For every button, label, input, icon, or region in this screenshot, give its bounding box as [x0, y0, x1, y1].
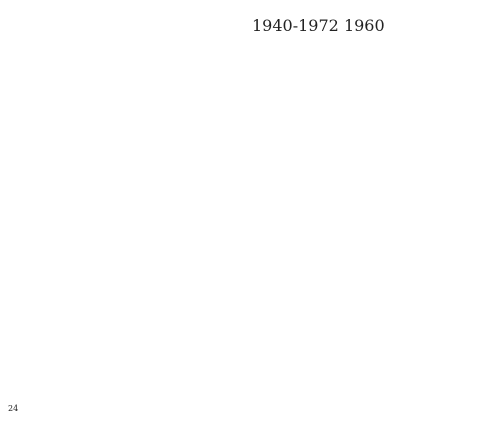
page-number: 24 [8, 404, 19, 413]
left-text-column [28, 14, 238, 408]
right-text-column [252, 14, 462, 408]
year: 1960 [343, 16, 385, 35]
year-range: 1940-1972 [252, 16, 339, 35]
